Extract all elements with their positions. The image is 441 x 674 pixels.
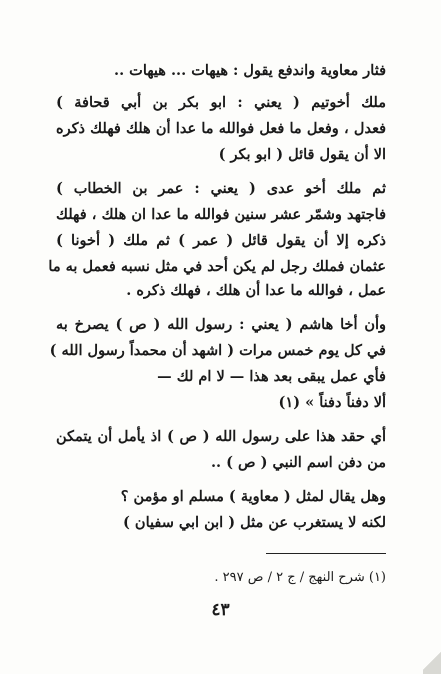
page-number: ٤٣ — [211, 600, 230, 620]
footnote: (١) شرح النهج / ج ٢ / ص ٢٩٧ . — [214, 570, 386, 585]
text-line: عثمان فملك رجل لم يكن أحد في مثل نسبه فعمل به ما — [48, 258, 386, 275]
page-corner-shadow — [423, 648, 441, 674]
text-line: وهل يقال لمثل ( معاوية ) مسلم او مؤمن ؟ — [120, 488, 386, 505]
text-line: وأن أخا هاشم ( يعني : رسول الله ( ص ) يصرخ به — [56, 316, 386, 333]
text-line: فاجتهد وشمّر عشر سنين فوالله ما عدا ان هلك ، فهلك — [56, 206, 386, 223]
text-line: ذكره إلا أن يقول قائل ( عمر ) ثم ملك ( أخونا ) — [56, 232, 386, 249]
text-line: في كل يوم خمس مرات ( اشهد أن محمداً رسول الله ) — [49, 342, 386, 359]
text-line: ثم ملك أخو عدى ( يعني : عمر بن الخطاب ) — [56, 180, 386, 197]
text-line: الا أن يقول قائل ( ابو بكر ) — [218, 146, 386, 163]
text-line: ألا دفناً دفناً » (١) — [278, 394, 386, 411]
footnote-separator — [266, 553, 386, 554]
text-line: لكنه لا يستغرب عن مثل ( ابن ابي سفيان ) — [123, 514, 386, 531]
text-line: عمل ، فوالله ما عدا أن هلك ، فهلك ذكره . — [126, 282, 386, 299]
text-line: فأي عمل يبقى بعد هذا — لا ام لك — — [157, 368, 386, 385]
text-line: من دفن اسم النبي ( ص ) .. — [210, 454, 386, 471]
text-line: فثار معاوية واندفع يقول : هيهات ... هيهات .. — [114, 62, 386, 79]
text-line: ملك أخوتيم ( يعني : ابو بكر بن أبي قحافة ) — [56, 94, 386, 111]
text-line: فعدل ، وفعل ما فعل فوالله ما عدا أن هلك فهلك ذكره — [56, 120, 386, 137]
text-line: أي حقد هذا على رسول الله ( ص ) اذ يأمل أن يتمكن — [56, 428, 386, 445]
